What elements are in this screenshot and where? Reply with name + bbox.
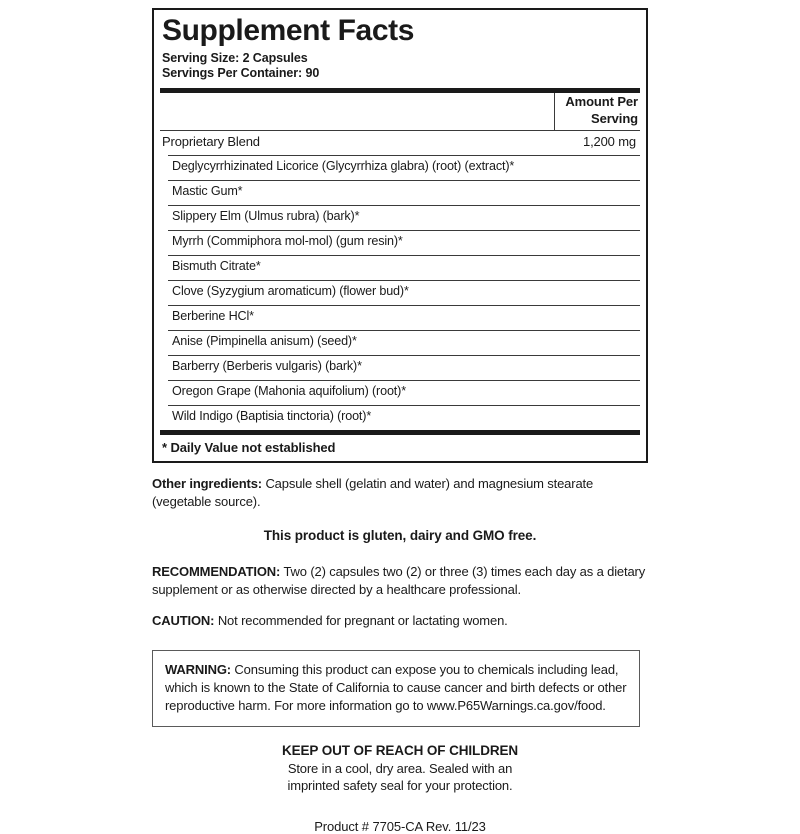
warning-text: Consuming this product can expose you to chemicals including lead, which is known to the State of California to cause cancer and birth defects or other reproductive harm. For more information go to www.P65Warnings.ca.gov/food.	[165, 662, 627, 713]
free-from-statement: This product is gluten, dairy and GMO free.	[263, 527, 537, 543]
recommendation-text: Two (2) capsules two (2) or three (3) times each day as a dietary supplement or as otherwise directed by a healthcare professional.	[152, 564, 646, 597]
caution-label: CAUTION:	[152, 613, 215, 629]
spacer	[152, 511, 648, 527]
ingredient-row	[160, 256, 640, 280]
other-ingredients-paragraph	[152, 475, 648, 510]
daily-value-note: * Daily Value not established	[162, 440, 336, 456]
warning-label: WARNING:	[165, 662, 231, 678]
spacer	[152, 795, 648, 819]
storage-line-2: imprinted safety seal for your protection.	[287, 778, 513, 794]
ingredient-name: Berberine HCl*	[172, 309, 254, 324]
ingredient-name: Mastic Gum*	[172, 184, 243, 199]
ingredient-row	[160, 281, 640, 305]
ingredient-rows	[160, 155, 640, 430]
ingredient-name: Deglycyrrhizinated Licorice (Glycyrrhiza glabra) (root) (extract)*	[172, 159, 515, 174]
ingredient-name: Bismuth Citrate*	[172, 259, 261, 274]
ingredient-row	[160, 406, 640, 430]
proprietary-blend-row	[160, 131, 640, 155]
spacer	[152, 463, 648, 475]
caution-text: Not recommended for pregnant or lactating women.	[214, 613, 508, 629]
servings-per-container: Servings Per Container: 90	[162, 66, 320, 81]
ingredient-name: Myrrh (Commiphora mol-mol) (gum resin)*	[172, 234, 403, 249]
footer	[152, 743, 648, 834]
storage-line-1: Store in a cool, dry area. Sealed with an	[287, 760, 513, 776]
ingredient-row	[160, 156, 640, 180]
other-ingredients-text: Capsule shell (gelatin and water) and magnesium stearate (vegetable source).	[152, 476, 594, 509]
label-content	[152, 8, 648, 834]
product-code: Product # 7705-CA Rev. 11/23	[314, 818, 486, 834]
amount-per-serving-header	[160, 93, 640, 130]
proprietary-blend-name: Proprietary Blend	[162, 134, 260, 150]
ingredient-row	[160, 331, 640, 355]
spacer	[152, 598, 648, 612]
ingredient-name: Wild Indigo (Baptisia tinctoria) (root)*	[172, 409, 372, 424]
serving-size: Serving Size: 2 Capsules	[162, 50, 308, 65]
spacer	[152, 630, 648, 650]
amount-header-text	[468, 94, 638, 127]
body-copy	[152, 475, 648, 630]
recommendation-label: RECOMMENDATION:	[152, 564, 281, 579]
ingredient-row	[160, 306, 640, 330]
prop65-warning-box	[152, 650, 640, 727]
recommendation-paragraph	[152, 563, 648, 598]
ingredient-row	[160, 231, 640, 255]
spacer	[152, 545, 648, 563]
other-ingredients-label: Other ingredients:	[152, 476, 262, 492]
caution-paragraph	[152, 612, 648, 630]
keep-out-of-reach-heading: KEEP OUT OF REACH OF CHILDREN	[281, 742, 519, 758]
ingredient-name: Anise (Pimpinella anisum) (seed)*	[172, 334, 357, 349]
panel-title: Supplement Facts	[162, 14, 414, 47]
supplement-facts-panel	[152, 8, 648, 463]
ingredient-name: Oregon Grape (Mahonia aquifolium) (root)*	[172, 384, 406, 399]
ingredient-row	[160, 381, 640, 405]
amount-header-line1: Amount Per	[565, 94, 638, 110]
ingredient-row	[160, 206, 640, 230]
ingredient-name: Slippery Elm (Ulmus rubra) (bark)*	[172, 209, 360, 224]
ingredient-row	[160, 181, 640, 205]
spacer	[152, 727, 648, 743]
proprietary-blend-amount: 1,200 mg	[582, 134, 636, 150]
ingredient-name: Clove (Syzygium aromaticum) (flower bud)*	[172, 284, 409, 299]
amount-header-line2: Serving	[591, 110, 638, 126]
ingredient-row	[160, 356, 640, 380]
ingredient-name: Barberry (Berberis vulgaris) (bark)*	[172, 359, 362, 374]
